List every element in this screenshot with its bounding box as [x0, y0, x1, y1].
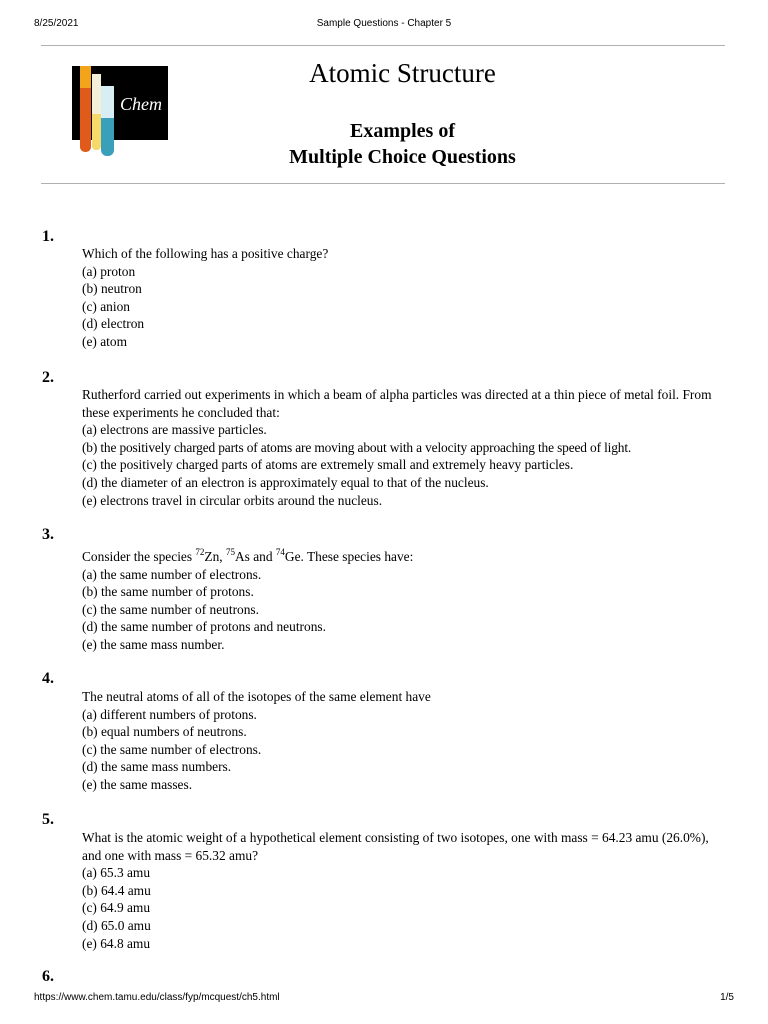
question-number: 1.: [42, 228, 54, 245]
answer-option: (b) the same number of protons.: [82, 584, 254, 600]
question-number: 4.: [42, 670, 54, 687]
answer-option: (c) the same number of neutrons.: [82, 601, 259, 617]
question-stem: Rutherford carried out experiments in which a beam of alpha particles was directed at a thin piece of metal foil. From these experiments he concluded that:: [82, 387, 712, 420]
question-number: 5.: [42, 811, 54, 828]
page-title: Atomic Structure: [309, 58, 496, 88]
mass-number-as: 75: [226, 547, 235, 557]
chem-logo: [72, 66, 168, 140]
answer-option: (d) the same mass numbers.: [82, 759, 232, 775]
test-tubes-icon: [72, 66, 168, 164]
subtitle-line-1: Examples of: [350, 120, 455, 142]
answer-option: (d) the same number of protons and neutrons.: [82, 619, 326, 635]
answer-option: (a) the same number of electrons.: [82, 566, 262, 582]
answer-option: (a) 65.3 amu: [82, 865, 151, 881]
answer-option: (a) proton: [82, 263, 136, 279]
answer-option: (b) equal numbers of neutrons.: [82, 724, 247, 740]
answer-option: (d) electron: [82, 316, 145, 332]
answer-option: (e) electrons travel in circular orbits around the nucleus.: [82, 492, 383, 508]
answer-option: (b) 64.4 amu: [82, 882, 151, 898]
answer-option: (a) electrons are massive particles.: [82, 422, 267, 438]
answer-option: (c) the same number of electrons.: [82, 741, 262, 757]
question-stem: The neutral atoms of all of the isotopes of the same element have: [82, 689, 431, 704]
header-divider: [41, 45, 725, 46]
question-number: 2.: [42, 369, 54, 386]
print-page-number: 1/5: [720, 992, 734, 1003]
answer-option: (e) atom: [82, 333, 127, 349]
answer-option: (c) 64.9 amu: [82, 900, 151, 916]
question-5: [82, 829, 722, 952]
question-stem: Consider the species $^{72}$Zn, $^{75}$As and $^{74}$Ge. These species have:: [82, 547, 414, 564]
mass-number-zn: 72: [195, 547, 205, 557]
answer-option: (c) the positively charged parts of atoms are extremely small and extremely heavy particles.: [82, 457, 574, 473]
title-divider: [41, 183, 725, 184]
answer-option: (e) the same masses.: [82, 776, 193, 792]
answer-option: (b) neutron: [82, 281, 142, 297]
question-2: [82, 386, 730, 509]
answer-option: (c) anion: [82, 298, 130, 314]
subtitle-line-2: Multiple Choice Questions: [289, 146, 516, 168]
answer-option: (d) 65.0 amu: [82, 917, 151, 933]
print-url: https://www.chem.tamu.edu/class/fyp/mcquest/ch5.html: [34, 992, 280, 1003]
question-4: [82, 688, 732, 794]
answer-option: (d) the diameter of an electron is approximately equal to that of the nucleus.: [82, 474, 489, 490]
mass-number-ge: 74: [275, 547, 285, 557]
print-doc-title: Sample Questions - Chapter 5: [316, 18, 452, 29]
question-1: [82, 245, 732, 351]
question-number: 3.: [42, 526, 54, 543]
print-date: 8/25/2021: [34, 18, 79, 29]
answer-option: (b) the positively charged parts of atoms are moving about with a velocity approaching the speed of light.: [82, 439, 632, 455]
answer-option: (a) different numbers of protons.: [82, 706, 257, 722]
answer-option: (e) the same mass number.: [82, 636, 225, 652]
logo-text: Chem: [120, 94, 162, 114]
question-stem: What is the atomic weight of a hypothetical element consisting of two isotopes, one with mass = 64.23 amu (26.0%), and one with mass = 65.32 amu?: [82, 830, 709, 863]
answer-option: (e) 64.8 amu: [82, 935, 151, 951]
question-stem: Which of the following has a positive charge?: [82, 246, 329, 261]
question-3: [82, 548, 732, 654]
question-number: 6.: [42, 968, 54, 985]
